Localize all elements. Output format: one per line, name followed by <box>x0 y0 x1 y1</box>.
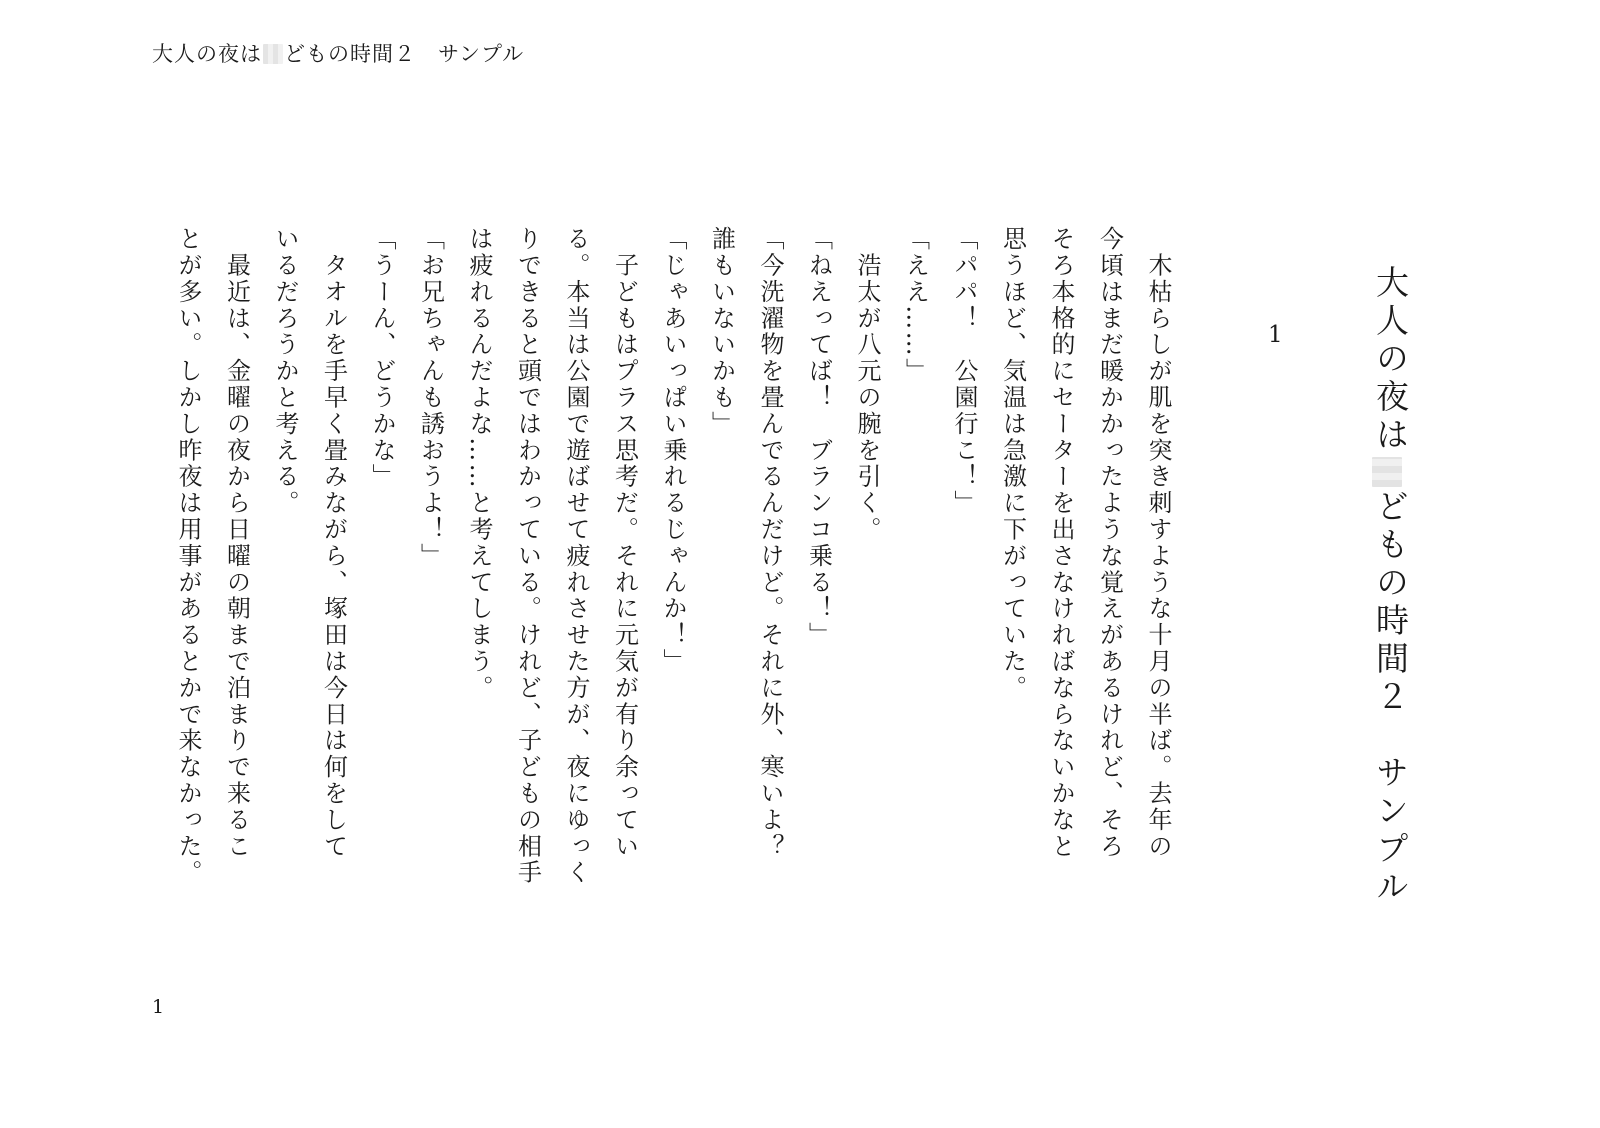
text-column: 「お兄ちゃんも誘おうよ！」 <box>416 226 445 570</box>
book-title <box>1371 265 1410 907</box>
book-title-start: 大人の夜は <box>1371 265 1410 455</box>
text-column: 「パパ！ 公園行こ！」 <box>950 226 978 517</box>
text-column: 浩太が八元の腕を引く。 <box>853 226 881 543</box>
text-column: 誰もいないかも」 <box>707 226 736 438</box>
text-column: は疲れるんだよな……と考えてしまう。 <box>465 226 493 702</box>
text-column: りできると頭ではわかっている。けれど、子どもの相手 <box>513 226 542 886</box>
text-column: 「ええ……」 <box>901 226 930 385</box>
text-column: 「じゃあいっぱい乗れるじゃんか！」 <box>659 226 687 675</box>
text-column: 今頃はまだ暖かかったような覚えがあるけれど、そろ <box>1095 226 1124 860</box>
body-text <box>164 226 1183 906</box>
text-column: そろ本格的にセーターを出さなければならないかなと <box>1047 226 1075 860</box>
book-title-end: どもの時間２ サンプル <box>1371 489 1410 907</box>
running-header <box>152 38 524 68</box>
text-column: タオルを手早く畳みながら、塚田は今日は何をして <box>319 226 348 860</box>
text-column: 最近は、金曜の夜から日曜の朝まで泊まりで来るこ <box>222 226 251 860</box>
text-column: 「うーん、どうかな」 <box>368 226 396 490</box>
page-number: 1 <box>152 996 165 1018</box>
text-column: とが多い。しかし昨夜は用事があるとかで来なかった。 <box>174 226 202 886</box>
censor-mosaic <box>1372 457 1402 487</box>
text-column: 「ねえってば！ ブランコ乗る！」 <box>804 226 833 649</box>
text-column: いるだろうかと考える。 <box>271 226 299 517</box>
text-column: 「今洗濯物を畳んでるんだけど。それに外、寒いよ？ <box>756 226 784 860</box>
text-column: る。本当は公園で遊ばせて疲れさせた方が、夜にゆっく <box>562 226 590 886</box>
text-column: 子どもはプラス思考だ。それに元気が有り余ってい <box>610 226 639 860</box>
running-header-title-end: どもの時間２ サンプル <box>284 42 525 66</box>
text-column: 木枯らしが肌を突き刺すような十月の半ば。去年の <box>1144 226 1172 860</box>
text-column: 思うほど、気温は急激に下がっていた。 <box>998 226 1027 702</box>
chapter-number: 1 <box>1268 322 1283 348</box>
running-header-title-start: 大人の夜は <box>152 42 262 66</box>
censor-mosaic <box>263 44 283 64</box>
